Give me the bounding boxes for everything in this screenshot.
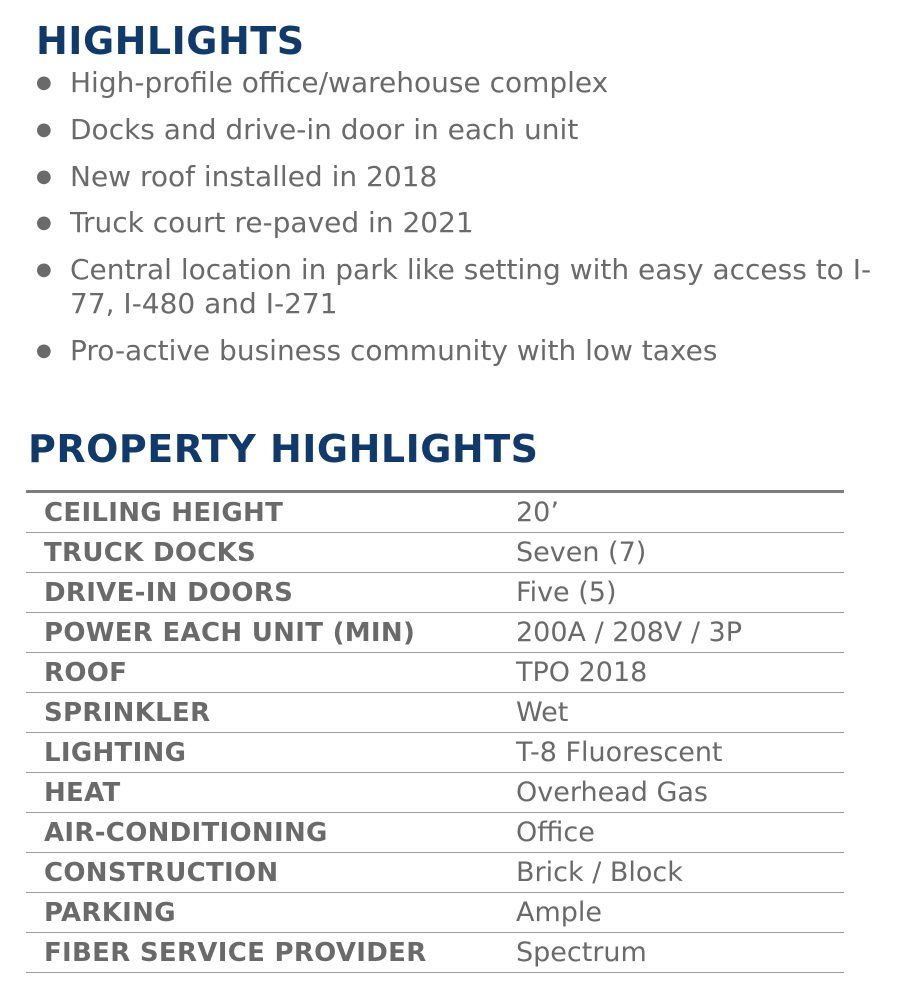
- list-item-text: Pro-active business community with low taxes: [70, 333, 718, 367]
- row-value: Seven (7): [516, 537, 647, 568]
- table-row: [26, 773, 844, 813]
- list-item: [30, 334, 910, 368]
- row-label: DRIVE-IN DOORS: [44, 577, 294, 608]
- row-value: Office: [516, 817, 595, 848]
- list-item-text: Truck court re-paved in 2021: [70, 206, 474, 240]
- row-value: 200A / 208V / 3P: [516, 617, 742, 648]
- highlights-list: [30, 66, 910, 381]
- table-row: [26, 613, 844, 653]
- table-row: [26, 533, 844, 573]
- list-item: [30, 66, 910, 100]
- list-item: [30, 160, 910, 194]
- row-value: Wet: [516, 697, 569, 728]
- bullet-icon: ●: [36, 118, 52, 140]
- row-label: HEAT: [44, 777, 121, 808]
- row-value: Five (5): [516, 577, 617, 608]
- bullet-icon: ●: [36, 165, 52, 187]
- row-label: SPRINKLER: [44, 697, 211, 728]
- table-row: [26, 893, 844, 933]
- row-label: ROOF: [44, 657, 128, 688]
- list-item: [30, 113, 910, 147]
- row-value: 20’: [516, 497, 559, 528]
- row-label: AIR-CONDITIONING: [44, 817, 328, 848]
- row-label: TRUCK DOCKS: [44, 537, 257, 568]
- table-row: [26, 653, 844, 693]
- highlights-heading: HIGHLIGHTS: [36, 19, 305, 63]
- bullet-icon: ●: [36, 72, 52, 93]
- list-item: [30, 253, 910, 321]
- row-label: CEILING HEIGHT: [44, 497, 284, 528]
- row-label: PARKING: [44, 897, 176, 928]
- row-label: CONSTRUCTION: [44, 857, 279, 888]
- row-value: Spectrum: [516, 937, 647, 968]
- table-row: [26, 493, 844, 533]
- table-row: [26, 573, 844, 613]
- property-highlights-heading: PROPERTY HIGHLIGHTS: [28, 427, 539, 471]
- table-row: [26, 853, 844, 893]
- table-row: [26, 813, 844, 853]
- list-item: [30, 206, 910, 240]
- bullet-icon: ●: [36, 212, 52, 234]
- bullet-icon: ●: [36, 339, 52, 361]
- row-label: LIGHTING: [44, 737, 187, 768]
- row-value: Overhead Gas: [516, 777, 708, 808]
- list-item-text: Docks and drive-in door in each unit: [70, 112, 579, 146]
- list-item-text: New roof installed in 2018: [70, 159, 438, 193]
- list-item-text: Central location in park like setting with easy access to I-77, I-480 and I-271: [70, 253, 872, 321]
- row-value: T-8 Fluorescent: [516, 737, 723, 768]
- row-label: POWER EACH UNIT (MIN): [44, 617, 416, 648]
- row-value: Brick / Block: [516, 857, 683, 888]
- row-label: FIBER SERVICE PROVIDER: [44, 937, 427, 968]
- table-row: [26, 933, 844, 973]
- bullet-icon: ●: [36, 259, 52, 281]
- row-value: Ample: [516, 897, 603, 928]
- row-value: TPO 2018: [516, 657, 648, 688]
- list-item-text: High-profile office/warehouse complex: [70, 66, 609, 99]
- property-highlights-table: [26, 490, 844, 973]
- table-row: [26, 693, 844, 733]
- table-row: [26, 733, 844, 773]
